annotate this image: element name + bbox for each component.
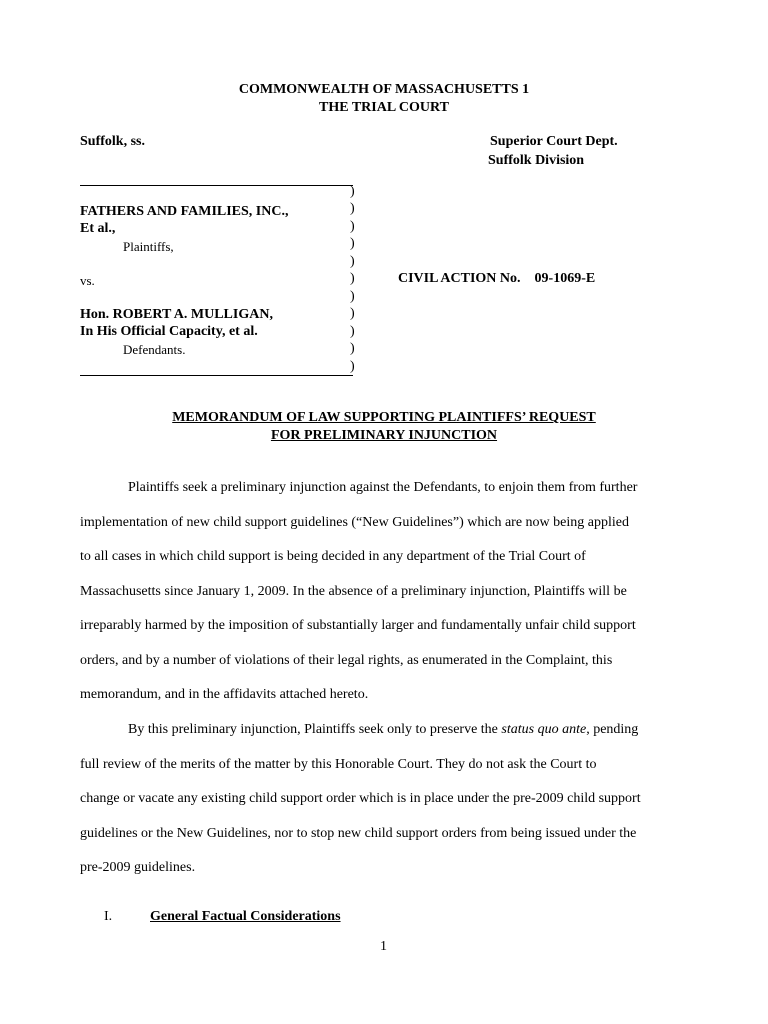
body-line: Plaintiffs seek a preliminary injunction against the Defendants, to enjoin them from further bbox=[128, 480, 638, 495]
defendant-name: Hon. ROBERT A. MULLIGAN, bbox=[80, 307, 273, 322]
caption-paren: ) bbox=[350, 306, 355, 321]
court-header-line1: COMMONWEALTH OF MASSACHUSETTS 1 bbox=[238, 82, 530, 97]
court-dept-label: Superior Court Dept. bbox=[490, 134, 618, 149]
body-line: irreparably harmed by the imposition of substantially larger and fundamentally unfair child support bbox=[80, 618, 636, 633]
caption-paren: ) bbox=[350, 289, 355, 304]
page-number: 1 bbox=[380, 939, 387, 954]
body-line: memorandum, and in the affidavits attached hereto. bbox=[80, 687, 369, 702]
defendant-capacity: In His Official Capacity, et al. bbox=[80, 324, 258, 339]
section-number: I. bbox=[104, 909, 113, 924]
caption-paren: ) bbox=[350, 324, 355, 339]
caption-bottom-rule bbox=[80, 375, 353, 376]
defendant-role: Defendants. bbox=[123, 342, 186, 357]
caption-paren: ) bbox=[350, 201, 355, 216]
section-heading: General Factual Considerations bbox=[150, 909, 341, 924]
caption-paren: ) bbox=[350, 254, 355, 269]
versus-label: vs. bbox=[80, 273, 95, 288]
caption-paren: ) bbox=[350, 341, 355, 356]
county-label: Suffolk, ss. bbox=[80, 134, 145, 149]
body-line: pre-2009 guidelines. bbox=[80, 860, 196, 875]
civil-action-number: 09-1069-E bbox=[534, 271, 596, 286]
caption-paren: ) bbox=[350, 219, 355, 234]
caption-top-rule bbox=[80, 185, 353, 186]
memorandum-title-line2: FOR PRELIMINARY INJUNCTION bbox=[270, 428, 498, 443]
civil-action-row bbox=[398, 271, 595, 287]
body-line: full review of the merits of the matter by this Honorable Court. They do not ask the Court to bbox=[80, 757, 597, 772]
division-label: Suffolk Division bbox=[488, 153, 585, 168]
body-line bbox=[128, 722, 638, 738]
body-line: Massachusetts since January 1, 2009. In the absence of a preliminary injunction, Plaintiffs will be bbox=[80, 584, 627, 599]
court-header-line2: THE TRIAL COURT bbox=[319, 100, 449, 115]
body-line: change or vacate any existing child support order which is in place under the pre-2009 child support bbox=[80, 791, 641, 806]
body-line: guidelines or the New Guidelines, nor to stop new child support orders from being issued under the bbox=[80, 826, 637, 841]
body-text: By this preliminary injunction, Plaintiffs seek only to preserve the bbox=[128, 722, 502, 737]
caption-paren: ) bbox=[350, 236, 355, 251]
body-line: implementation of new child support guidelines (“New Guidelines”) which are now being applied bbox=[80, 515, 629, 530]
body-line: orders, and by a number of violations of their legal rights, as enumerated in the Complaint, this bbox=[80, 653, 613, 668]
caption-paren: ) bbox=[350, 359, 355, 374]
civil-action-label: CIVIL ACTION No. bbox=[398, 271, 521, 286]
italic-term: status quo ante bbox=[501, 722, 587, 737]
body-text: , pending bbox=[586, 722, 639, 737]
plaintiff-etal: Et al., bbox=[80, 221, 116, 236]
plaintiff-name: FATHERS AND FAMILIES, INC., bbox=[80, 204, 289, 219]
memorandum-title-line1: MEMORANDUM OF LAW SUPPORTING PLAINTIFFS’ REQUEST bbox=[172, 410, 596, 425]
body-line: to all cases in which child support is being decided in any department of the Trial Court of bbox=[80, 549, 586, 564]
caption-paren: ) bbox=[350, 271, 355, 286]
plaintiff-role: Plaintiffs, bbox=[123, 239, 174, 254]
caption-paren: ) bbox=[350, 184, 355, 199]
